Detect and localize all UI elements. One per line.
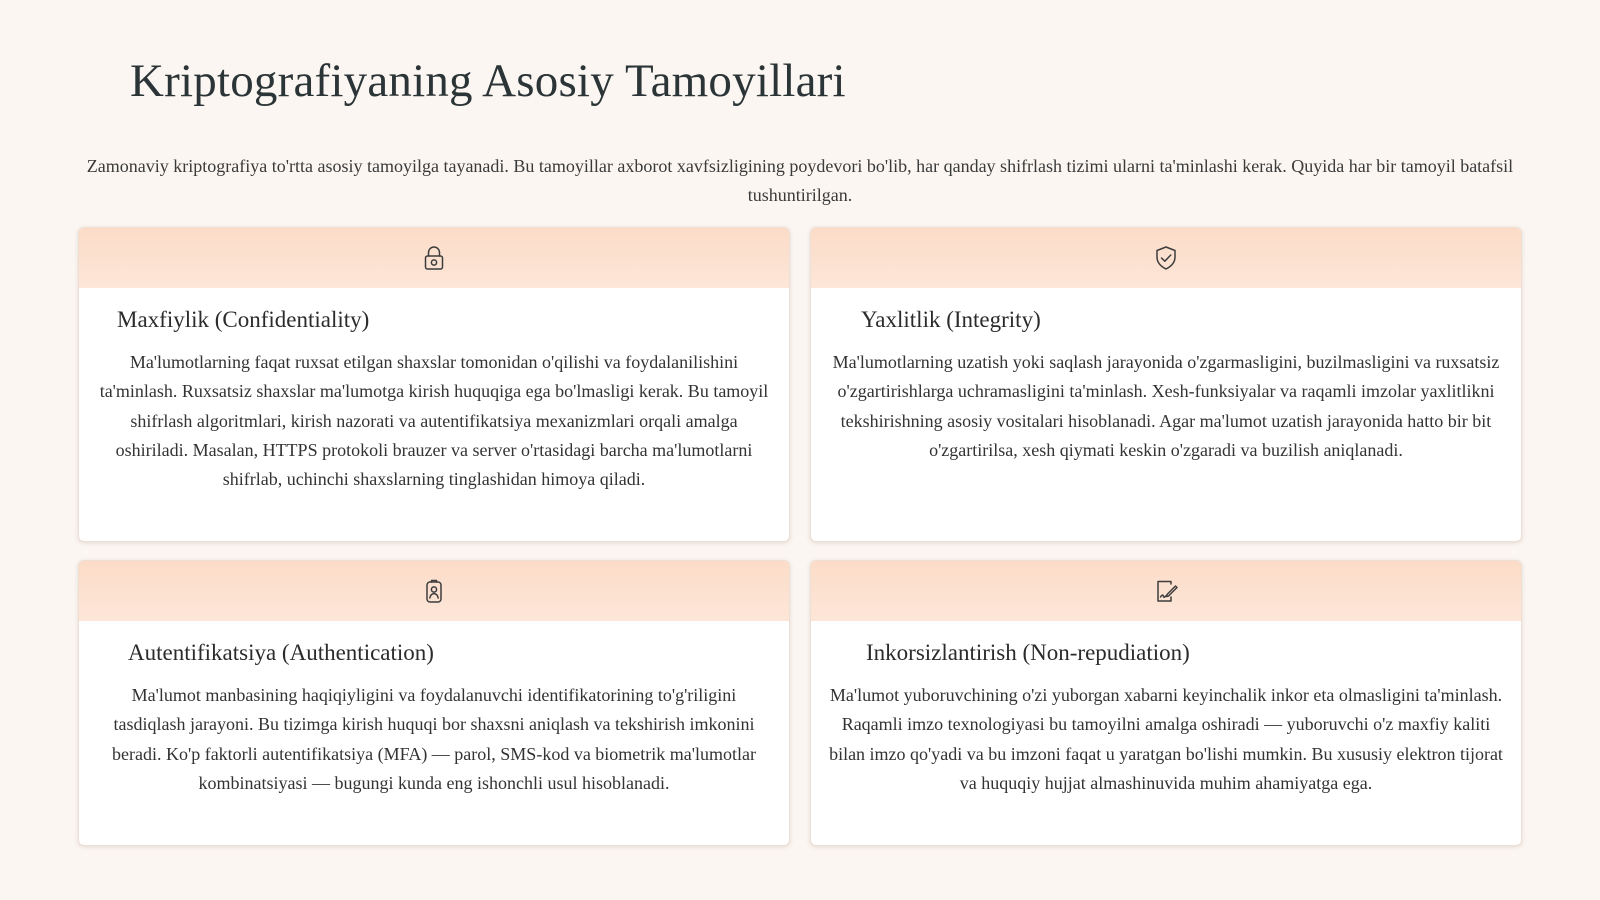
intro-paragraph: Zamonaviy kriptografiya to'rtta asosiy tamoyilga tayanadi. Bu tamoyillar axborot xavfsizligining poydevori bo'lib, har qanday shifrlash tizimi ularni ta'minlashi kerak. Quyida har bir tamoyil batafsil tushuntirilgan. [86, 156, 1514, 205]
page-title: Kriptografiyaning Asosiy Tamoyillari [130, 55, 846, 107]
card-authentication [78, 560, 790, 846]
card-title: Yaxlitlik (Integrity) [861, 307, 1041, 332]
card-title: Inkorsizlantirish (Non-repudiation) [866, 640, 1190, 665]
card-header [811, 561, 1521, 621]
card-text: Ma'lumot manbasining haqiqiyligini va foydalanuvchi identifikatorining to'g'riligini tasdiqlash jarayoni. Bu tizimga kirish huquqi bor shaxsni aniqlash va tekshirish imkonini beradi. Ko'p faktorli autentifikatsiya (MFA) — parol, SMS-kod va biometrik ma'lumotlar kombinatsiyasi — bugungi kunda eng ishonchli usul hisoblanadi. [111, 685, 757, 793]
card-integrity [810, 227, 1522, 542]
card-text: Ma'lumotlarning uzatish yoki saqlash jarayonida o'zgarmasligini, buzilmasligini va ruxsatsiz o'zgartirishlarga uchramasligini ta'minlash. Xesh-funksiyalar va raqamli imzolar yaxlitlikni tekshirishning asosiy vositalari hisoblanadi. Agar ma'lumot uzatish jarayonida hatto bir bit o'zgartirilsa, xesh qiymati keskin o'zgaradi va buzilish aniqlanadi. [832, 352, 1500, 460]
card-text: Ma'lumot yuboruvchining o'zi yuborgan xabarni keyinchalik inkor eta olmasligini ta'minlash. Raqamli imzo texnologiyasi bu tamoyilni amalga oshiradi — yuboruvchi o'z maxfiy kaliti bilan imzo qo'yadi va bu imzoni faqat u yaratgan bo'lishi mumkin. Bu xususiy elektron tijorat va huquqiy hujjat almashinuvida muhim ahamiyatga ega. [829, 685, 1503, 793]
card-title: Autentifikatsiya (Authentication) [128, 640, 434, 665]
card-confidentiality [78, 227, 790, 542]
card-header [79, 561, 789, 621]
shield-check-icon [1152, 244, 1180, 272]
card-non-repudiation [810, 560, 1522, 846]
id-badge-icon [420, 577, 448, 605]
card-text: Ma'lumotlarning faqat ruxsat etilgan shaxslar tomonidan o'qilishi va foydalanilishini ta'minlash. Ruxsatsiz shaxslar ma'lumotga kirish huquqiga ega bo'lmasligi kerak. Bu tamoyil shifrlash algoritmlari, kirish nazorati va autentifikatsiya mexanizmlari orqali amalga oshiriladi. Masalan, HTTPS protokoli brauzer va server o'rtasidagi barcha ma'lumotlarni shifrlab, uchinchi shaxslarning tinglashidan himoya qiladi. [99, 352, 769, 490]
card-title: Maxfiylik (Confidentiality) [117, 307, 370, 332]
card-header [811, 228, 1521, 288]
lock-icon [420, 244, 448, 272]
signature-icon [1152, 577, 1180, 605]
card-header [79, 228, 789, 288]
